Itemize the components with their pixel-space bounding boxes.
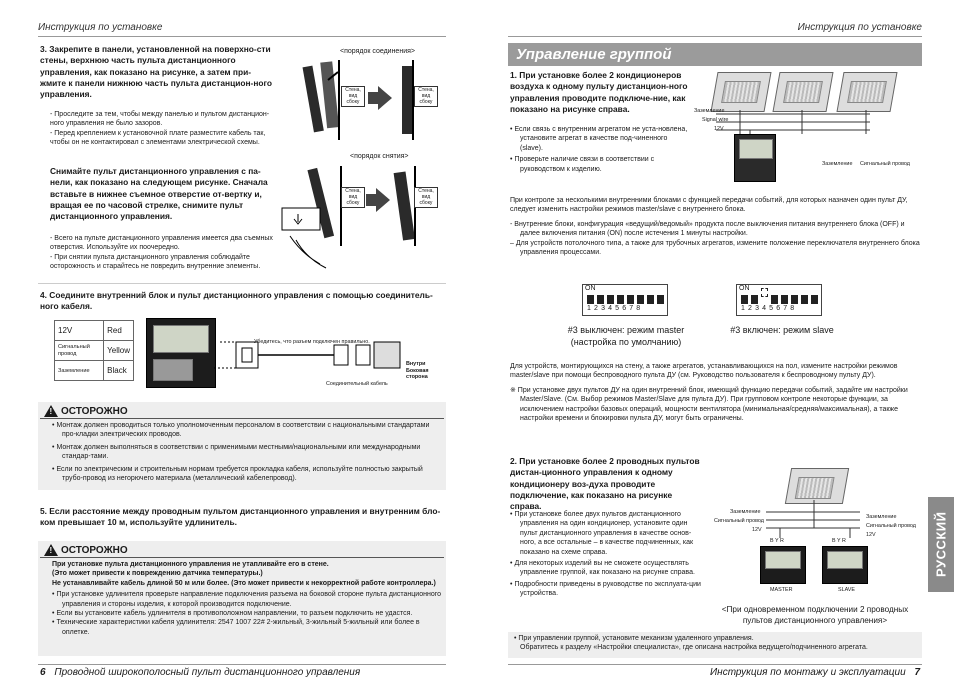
dip-on-label: ON: [585, 285, 596, 292]
wall-side-view-label: Стена, вид сбоку: [414, 86, 438, 107]
ceiling-unit-image: [772, 72, 833, 112]
warning-item: • Если по электрическим и строительным нормам требуется прокладка кабеля, используйте полностью закрытый трубо-провод из негорючего материала (металлический кабелепровод).: [52, 465, 438, 484]
remove-caption: <порядок снятия>: [350, 153, 409, 160]
section-title: Управление группой: [508, 43, 922, 66]
diagram-label-12v: 12V: [752, 527, 762, 533]
remove-notes: [50, 234, 286, 272]
terminal-label: B Y R: [770, 538, 784, 544]
wall-side-view-label: Стена, вид сбоку: [341, 187, 365, 208]
diagram-label-signal: Сигнальный провод: [714, 518, 764, 524]
item1-bullets: [510, 125, 690, 174]
two-remotes-note: ※ При установке двух пультов ДУ на один внутренний блок, имеющий функцию передачи событий, задайте им настройки Master/Slave. (См. Выбор режимов Master/Slave для пульта ДУ). При групповом контроле некоторые функции, за исключением настройки базовых операций, мощности вентилятора (минимальная/средняя/максимальная), а также настройки времени и блокировки пульта ДУ, могут быть ограничены.: [510, 387, 908, 423]
warning-rule: [40, 418, 444, 419]
master-slave-items: [510, 220, 920, 258]
warning-item: • При установке удлинителя проверьте направление подключения разъема на боковой стороне пульта дистанционного управления и стороны изделия, к которой производится подключение.: [52, 590, 442, 609]
removal-order-diagram: [276, 164, 448, 274]
warning-item: • Монтаж должен проводиться только уполномоченным персоналом в соответствии с национальными стандартами про-кладки электрических проводов.: [52, 421, 438, 440]
item2-caption: <При одновременном подключении 2 проводных пультов дистанционного управления>: [721, 605, 909, 625]
warning-rule: [40, 557, 444, 558]
ceiling-unit-image: [836, 72, 897, 112]
dip-numbers: 1 2 3 4 5 6 7 8: [587, 305, 641, 312]
dip-switch-slave: [736, 284, 822, 316]
diagram-label-ground: Заземление: [730, 509, 761, 515]
left-footer-rule: [38, 664, 446, 665]
right-footer: [710, 667, 920, 678]
item1-bullet: • Проверьте наличие связи в соответствии с руководством к изделию.: [510, 155, 690, 174]
dip-numbers: 1 2 3 4 5 6 7 8: [741, 305, 795, 312]
warning-2-content: [52, 560, 442, 637]
wireless-paragraph: Для устройств, монтирующихся на стену, а также агрегатов, устанавливающихся на пол, измените настройки режимов master/slave при помощи беспроводного пульта ДУ (см. Руководство пользователя к беспроводному пульту ДУ).: [510, 363, 898, 380]
language-tab: РУССКИЙ: [928, 497, 954, 592]
warning-icon: !: [44, 544, 58, 556]
left-header-rule: [38, 36, 446, 37]
indoor-side-label: Внутри Боковая сторона: [406, 361, 429, 381]
remove-heading: Снимайте пульт дистанционного управления с па-нели, как показано на следующем рисунке. Сначала вставьте в нижнее съемное отверстие от-вертку и, вращая ее по часовой стрелке, снимите пульт дистанционного управления.: [50, 166, 268, 222]
remove-note: - Всего на пульте дистанционного управления имеется два съемных отверстия. Используйте их поочередно.: [50, 235, 273, 252]
diagram-label-12v: 12V: [866, 532, 876, 538]
ceiling-unit-image: [785, 468, 849, 504]
wire-color-table: [54, 320, 134, 381]
right-header-rule: [508, 36, 922, 37]
warning-bold-line: При установке пульта дистанционного управления не утапливайте его в стене.: [52, 561, 329, 568]
step3-note: - Перед креплением к установочной плате разместите кабель так, чтобы он не контактировал с элементами электрической схемы.: [50, 129, 266, 147]
item2-bullet: • Подробности приведены в руководстве по эксплуата-ции устройства.: [510, 580, 706, 599]
step3-note: - Проследите за тем, чтобы между панелью и пультом дистанцион-ного управления не было зазоров.: [50, 111, 270, 128]
wire-color: Red: [104, 321, 134, 341]
step3-notes: [50, 110, 272, 148]
wire-color: Black: [104, 361, 134, 381]
warning-title-1: [44, 405, 128, 417]
warning-item: • Если вы установите кабель удлинителя в противоположном направлении, то разъем подключить не удастся.: [52, 609, 442, 618]
warning-icon: !: [44, 405, 58, 417]
master-label: MASTER: [770, 587, 793, 593]
table-row: [55, 321, 134, 341]
warning-1-list: [52, 421, 438, 483]
diagram-label-signal: Signal wire: [702, 117, 729, 123]
item2-bullet: • Для некоторых изделий вы не сможете осуществлять управление группой, как показано на рисунке справа.: [510, 559, 706, 578]
table-row: [55, 361, 134, 381]
table-row: [55, 341, 134, 361]
page-number-left: 6: [40, 667, 46, 678]
warning-item: • Технические характеристики кабеля удлинителя: 2547 1007 22# 2-жильный, 3-жильный 5-жильный или более в оплетке.: [52, 618, 442, 637]
warning-bold-line: (Это может привести к повреждению датчика температуры.): [52, 570, 263, 578]
step4-heading: 4. Соедините внутренний блок и пульт дистанционного управления с помощью соединитель-ного кабеля.: [40, 290, 433, 312]
item2-heading: 2. При установке более 2 проводных пультов дистан-ционного управления к одному кондиционеру воз-духа проводите подключение, как показано на рисунке справа.: [510, 456, 700, 512]
wire-name: 12V: [55, 321, 104, 341]
master-slave-item: - Внутренние блоки, конфигурация «ведущий/ведомый» продукта после выключения питания внутреннего блока (OFF) и далее включения питания (ON) после истечения 1 минуты настройки.: [510, 221, 905, 238]
step3-heading: 3. Закрепите в панели, установленной на поверхно-сти стены, верхнюю часть пульта дистанционного управления, как показано на рисунке, а затем при-жмите к панели нижнюю часть пульта дистанцион-ного управления.: [40, 44, 272, 100]
right-page-header: Инструкция по установке: [797, 22, 922, 33]
slave-remote-image: [822, 546, 868, 584]
warning-title-2: [44, 544, 128, 556]
master-remote-image: [760, 546, 806, 584]
bottom-note: [514, 634, 918, 653]
remove-note: - При снятии пульта дистанционного управления соблюдайте осторожность и старайтесь не повредить внутренние элементы.: [50, 253, 261, 271]
left-footer-title: Проводной широкополосный пульт дистанционного управления: [54, 667, 361, 678]
diagram-label-ground-2: Заземление: [822, 161, 853, 167]
warning-title-text: ОСТОРОЖНО: [61, 405, 128, 417]
wire-name: Заземление: [55, 361, 104, 381]
item2-bullets: [510, 510, 706, 599]
page-number-right: 7: [914, 667, 920, 678]
dip-on-label: ON: [739, 285, 750, 292]
step5-heading: 5. Если расстояние между проводным пультом дистанционного управления и внутренним бло-ком превышает 10 м, используйте удлинитель.: [40, 506, 441, 528]
right-footer-title: Инструкция по монтажу и эксплуатации: [710, 667, 906, 678]
bottom-note-line: • При управлении группой, установите механизм удаленного управления.: [514, 635, 754, 642]
ceiling-unit-image: [710, 72, 771, 112]
warning-title-text: ОСТОРОЖНО: [61, 544, 128, 556]
diagram-label-signal-2: Сигнальный провод: [860, 161, 910, 167]
dip-caption-slave: #3 включен: режим slave: [730, 325, 834, 335]
bottom-note-line: Обратитесь к разделу «Настройки специалиста», где описана настройка ведущего/подчиненного агрегата.: [520, 644, 868, 652]
dip-switch-master: [582, 284, 668, 316]
master-slave-paragraph: При контроле за несколькими внутренними блоками с функцией передачи событий, для которых назначен один пульт ДУ, следует изменить настройки режимов master/slave с внутреннего блока.: [510, 197, 908, 214]
dip-caption-master: #3 выключен: режим master (настройка по умолчанию): [567, 325, 685, 347]
terminal-label: B Y R: [832, 538, 846, 544]
wall-side-view-label: Стена, вид сбоку: [414, 187, 438, 208]
master-slave-item: – Для устройств потолочного типа, а также для трубочных агрегатов, измените положение переключателя внутреннего блока управления процессами.: [510, 239, 920, 257]
left-page-header: Инструкция по установке: [38, 22, 163, 33]
diagram-label-ground: Заземление: [866, 514, 897, 520]
diagram-label-12v: 12V: [714, 126, 724, 132]
wired-remote-controller-image: [734, 134, 776, 182]
diagram-label-signal: Сигнальный провод: [866, 523, 916, 529]
wire-name: Сигнальный провод: [55, 341, 104, 361]
diagram-label-ground: Заземление: [694, 108, 725, 114]
warning-bold-line: Не устанавливайте кабель длиной 50 м или более. (Это может привести к некорректной работе контроллера.): [52, 579, 436, 587]
item1-bullet: • Если связь с внутренним агрегатом не уста-новлена, установите агрегат в качестве под-чиненного (slave).: [510, 125, 690, 153]
slave-label: SLAVE: [838, 587, 855, 593]
wall-side-view-label: Стена, вид сбоку: [341, 86, 365, 107]
wire-color: Yellow: [104, 341, 134, 361]
warning-item: • Монтаж должен выполняться в соответствии с применимыми местными/национальными или международными стандар-тами.: [52, 443, 438, 462]
item1-heading: 1. При установке более 2 кондиционеров воздуха к одному пульту дистанцион-ного управления проводите подключе-ние, как показано на рисунке справа.: [510, 70, 688, 114]
right-footer-rule: [508, 664, 922, 665]
connector-note: Убедитесь, что разъем подключен правильно.: [254, 339, 370, 345]
cable-label: Соединительный кабель: [326, 381, 388, 387]
connect-caption: <порядок соединения>: [340, 48, 415, 55]
item2-bullet: • При установке более двух пультов дистанционного управления на один кондиционер, установите один пульт дистанционного управления в качестве основ-ного, а все остальные – в качестве подчиненных, как показано на схеме справа.: [510, 510, 706, 557]
left-footer: [40, 667, 360, 678]
wired-remote-controller-image: [146, 318, 216, 388]
divider: [38, 283, 446, 284]
